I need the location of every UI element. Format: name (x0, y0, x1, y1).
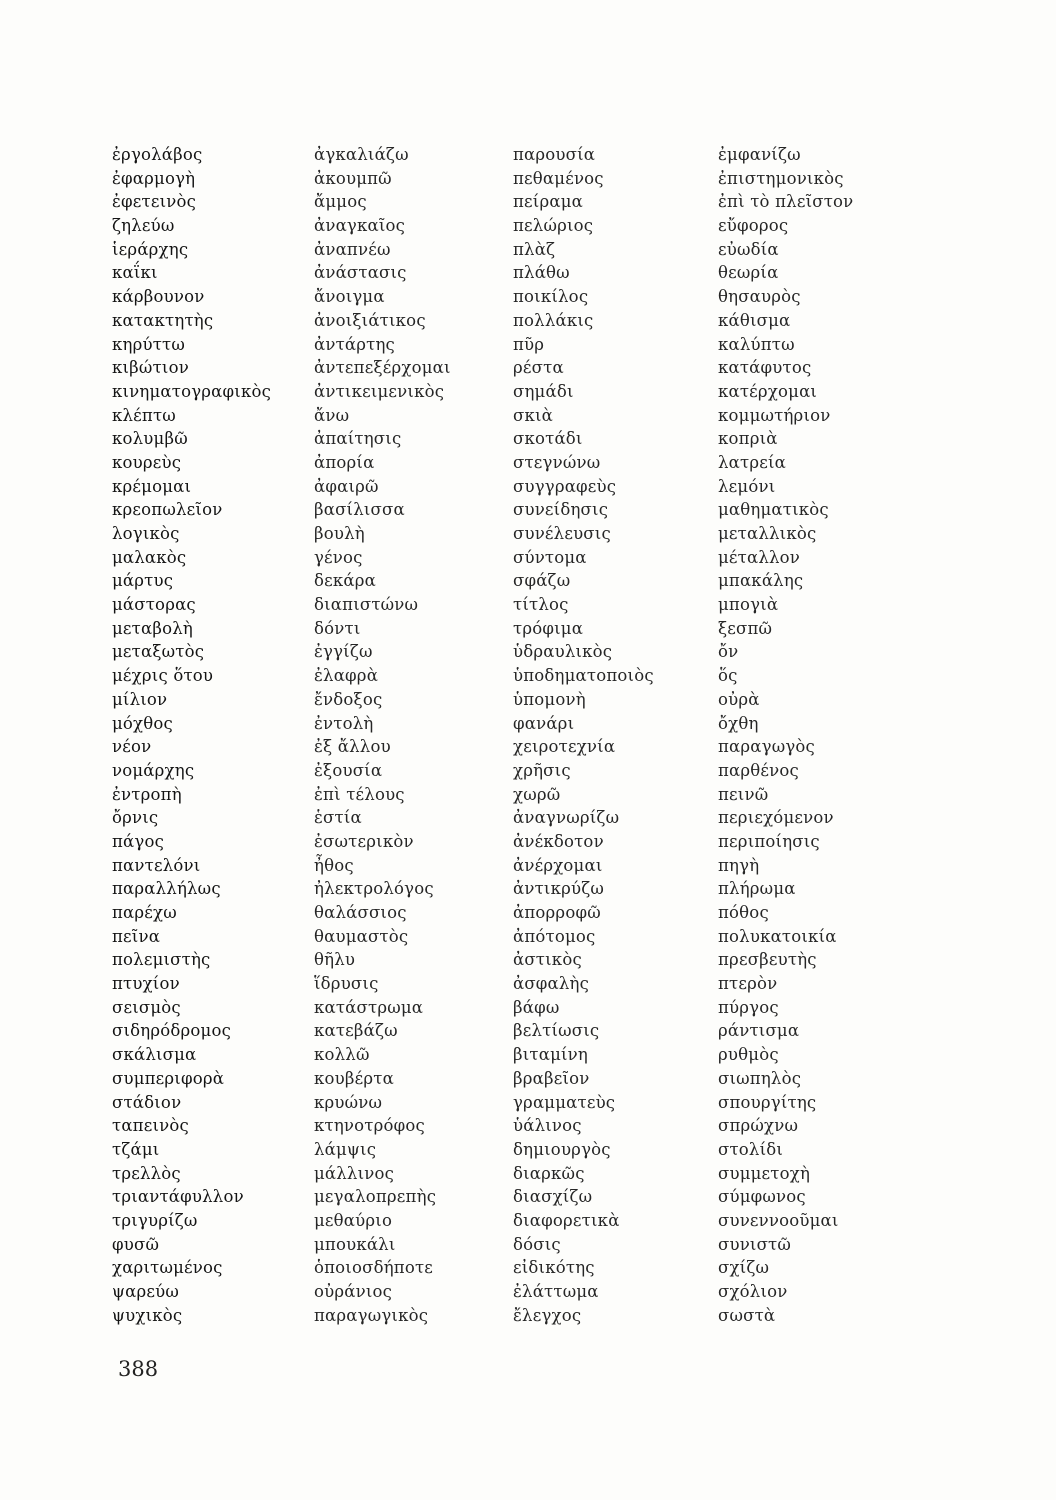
word-entry: ὑποδηματοποιὸς (513, 666, 654, 686)
word-entry: μαθηματικὸς (718, 500, 829, 520)
word-entry: ἀναγνωρίζω (513, 808, 620, 828)
word-entry: σωστὰ (718, 1305, 776, 1325)
word-entry: ἄμμος (314, 192, 367, 212)
word-entry: καλύπτω (718, 334, 795, 354)
word-entry: σεισμὸς (112, 997, 181, 1017)
word-entry: συνέλευσις (513, 524, 611, 543)
word-entry: ἐγγίζω (314, 642, 373, 662)
word-entry: ἔλεγχος (513, 1305, 582, 1325)
word-entry: πεθαμένος (513, 168, 604, 188)
word-entry: ἐλάττωμα (513, 1282, 599, 1301)
word-entry: ἐντροπὴ (112, 784, 182, 804)
word-entry: κουρεὺς (112, 452, 182, 472)
word-entry: κομμωτήριον (718, 405, 831, 425)
word-entry: νομάρχης (112, 760, 195, 780)
word-entry: πρεσβευτὴς (718, 950, 817, 970)
word-entry: βιταμίνη (513, 1045, 588, 1065)
word-entry: ἐπὶ τὸ πλεῖστον (718, 192, 854, 212)
word-entry: ἀπότομος (513, 926, 596, 946)
word-entry: ὄχθη (718, 713, 759, 733)
word-entry: γένος (314, 547, 363, 567)
word-entry: συνιστῶ (718, 1234, 792, 1254)
word-entry: ὑπομονὴ (513, 689, 586, 709)
word-entry: μάστορας (112, 595, 196, 615)
word-entry: μάρτυς (112, 571, 174, 591)
word-entry: πάγος (112, 831, 165, 851)
word-entry: κηρύττω (112, 334, 186, 354)
word-entry: ἐλαφρὰ (314, 666, 379, 686)
word-entry: κατακτητὴς (112, 310, 214, 330)
word-entry: ἀφαιρῶ (314, 476, 379, 496)
word-entry: ψαρεύω (112, 1282, 180, 1301)
word-entry: παραγωγὸς (718, 737, 815, 757)
word-entry: κουβέρτα (314, 1068, 394, 1088)
word-entry: συνεννοοῦμαι (718, 1210, 839, 1230)
word-entry: κοπριὰ (718, 429, 778, 449)
word-entry: σφάζω (513, 571, 571, 591)
word-entry: ἀνέκδοτον (513, 831, 604, 851)
word-entry: σπουργίτης (718, 1092, 817, 1112)
word-entry: λάμψις (314, 1139, 377, 1159)
word-entry: παραγωγικὸς (314, 1305, 429, 1325)
word-entry: πύργος (718, 997, 779, 1017)
word-entry: πλάθω (513, 263, 570, 283)
word-entry: χρῆσις (513, 760, 571, 780)
word-entry: ὄν (718, 642, 739, 662)
word-entry: τριγυρίζω (112, 1210, 198, 1230)
word-entry: ἀναγκαῖος (314, 216, 406, 236)
word-entry: δημιουργὸς (513, 1139, 611, 1159)
word-entry: κρυώνω (314, 1092, 383, 1112)
word-entry: ταπεινὸς (112, 1116, 189, 1136)
word-entry: ἐσωτερικὸν (314, 831, 414, 851)
word-entry: μεγαλοπρεπὴς (314, 1187, 437, 1207)
word-entry: ἀστικὸς (513, 950, 582, 970)
word-entry: κάρβουνον (112, 287, 205, 307)
word-entry: σκοτάδι (513, 429, 583, 449)
word-entry: ἀπορροφῶ (513, 903, 601, 922)
word-entry: μάλλινος (314, 1163, 395, 1183)
word-entry: κολυμβῶ (112, 429, 188, 449)
word-entry: μίλιον (112, 689, 168, 709)
word-entry: μπογιὰ (718, 595, 779, 615)
word-entry: ἐξ ἄλλου (314, 737, 391, 757)
word-entry: πολυκατοικία (718, 926, 837, 946)
word-entry: δεκάρα (314, 571, 376, 591)
word-entry: ἀνοιξιάτικος (314, 310, 426, 330)
word-entry: ἔνδοξος (314, 689, 383, 709)
word-entry: διαπιστώνω (314, 595, 419, 615)
word-entry: εἰδικότης (513, 1258, 595, 1278)
word-entry: θησαυρὸς (718, 287, 801, 307)
word-entry: ἐπιστημονικὸς (718, 168, 844, 188)
word-entry: στεγνώνω (513, 452, 601, 472)
word-entry: ἦθος (314, 855, 354, 875)
word-entry: κιβώτιον (112, 358, 189, 378)
word-entry: θαλάσσιος (314, 903, 407, 922)
word-entry: συγγραφεὺς (513, 476, 617, 496)
word-entry: ἱεράρχης (112, 239, 189, 259)
word-entry: σιωπηλὸς (718, 1068, 802, 1088)
word-entry: τζάμι (112, 1139, 160, 1159)
word-entry: παρουσία (513, 145, 596, 164)
word-entry: κατεβάζω (314, 1021, 398, 1041)
word-entry: πεινῶ (718, 784, 769, 804)
word-entry: οὐρὰ (718, 689, 760, 709)
word-entry: σχίζω (718, 1258, 770, 1278)
word-entry: τίτλος (513, 595, 569, 615)
word-entry: πτερὸν (718, 974, 778, 994)
word-entry: ἀκουμπῶ (314, 168, 392, 188)
word-entry: ποικίλος (513, 287, 589, 307)
word-entry: ἐντολὴ (314, 713, 374, 733)
word-entry: μεθαύριο (314, 1210, 393, 1230)
word-entry: μεταλλικὸς (718, 524, 817, 543)
word-entry: ξεσπῶ (718, 618, 773, 638)
word-entry: κτηνοτρόφος (314, 1116, 425, 1136)
word-column-3 (513, 143, 654, 1327)
word-entry: ἄνοιγμα (314, 287, 385, 307)
word-entry: τρελλὸς (112, 1163, 181, 1183)
word-entry: πηγὴ (718, 855, 760, 875)
word-entry: σκιὰ (513, 405, 553, 425)
word-entry: σπρώχνω (718, 1116, 799, 1136)
word-entry: βελτίωσις (513, 1021, 600, 1041)
word-entry: περιεχόμενον (718, 808, 834, 828)
word-entry: βάφω (513, 997, 560, 1017)
word-entry: φανάρι (513, 713, 575, 733)
word-entry: ὄρνις (112, 808, 159, 828)
word-entry: παραλλήλως (112, 879, 221, 899)
word-entry: θῆλυ (314, 950, 356, 970)
word-column-2 (314, 143, 451, 1327)
word-entry: μέταλλον (718, 547, 801, 567)
word-entry: πλὰζ (513, 239, 556, 259)
word-entry: κλέπτω (112, 405, 176, 425)
word-entry: ζηλεύω (112, 216, 175, 236)
word-entry: ἀγκαλιάζω (314, 145, 409, 164)
word-entry: διασχίζω (513, 1187, 593, 1207)
word-entry: βασίλισσα (314, 500, 405, 520)
word-entry: δόσις (513, 1234, 561, 1254)
word-entry: σύμφωνος (718, 1187, 806, 1207)
word-entry: σκάλισμα (112, 1045, 197, 1065)
word-entry: ἄνω (314, 405, 350, 425)
word-entry: κολλῶ (314, 1045, 370, 1065)
word-entry: συμμετοχὴ (718, 1163, 811, 1183)
word-entry: ἀπορία (314, 452, 375, 472)
word-entry: συμπεριφορὰ (112, 1068, 225, 1088)
word-entry: πεῖνα (112, 926, 161, 946)
word-entry: ἐργολάβος (112, 145, 203, 164)
word-entry: ἀνάστασις (314, 263, 407, 283)
word-entry: ψυχικὸς (112, 1305, 183, 1325)
word-entry: παντελόνι (112, 855, 201, 875)
word-entry: ἐφετεινὸς (112, 192, 197, 212)
word-column-1 (112, 143, 271, 1327)
word-entry: ὑδραυλικὸς (513, 642, 613, 662)
word-entry: πείραμα (513, 192, 583, 212)
word-entry: πτυχίον (112, 974, 180, 994)
word-entry: παρθένος (718, 760, 799, 780)
word-entry: διαρκῶς (513, 1163, 585, 1183)
word-entry: ὑάλινος (513, 1116, 582, 1136)
word-entry: ἀντεπεξέρχομαι (314, 358, 451, 378)
word-entry: τρόφιμα (513, 618, 584, 638)
word-entry: κρεοπωλεῖον (112, 500, 223, 520)
word-entry: ἑστία (314, 808, 362, 828)
word-entry: πόθος (718, 903, 769, 922)
word-entry: μεταβολὴ (112, 618, 193, 638)
word-entry: ἐξουσία (314, 760, 383, 780)
word-entry: εὔφορος (718, 216, 789, 236)
word-entry: κάθισμα (718, 310, 791, 330)
word-entry: ἀναπνέω (314, 239, 391, 259)
word-entry: σημάδι (513, 381, 574, 401)
page-number: 388 (118, 1357, 159, 1381)
word-entry: συνείδησις (513, 500, 609, 520)
word-entry: ἀπαίτησις (314, 429, 402, 449)
word-entry: τριαντάφυλλον (112, 1187, 244, 1207)
word-entry: ἐπὶ τέλους (314, 784, 405, 804)
word-entry: οὐράνιος (314, 1282, 393, 1301)
word-entry: στάδιον (112, 1092, 182, 1112)
word-entry: θαυμαστὸς (314, 926, 409, 946)
word-entry: μπουκάλι (314, 1234, 396, 1254)
word-entry: ράντισμα (718, 1021, 800, 1041)
word-entry: πῦρ (513, 334, 545, 354)
word-entry: βραβεῖον (513, 1068, 590, 1088)
word-entry: λογικὸς (112, 524, 180, 543)
word-entry: σύντομα (513, 547, 587, 567)
word-entry: κρέμομαι (112, 476, 192, 496)
word-entry: χωρῶ (513, 784, 561, 804)
word-entry: νέον (112, 737, 152, 757)
word-entry: ἀντικειμενικὸς (314, 381, 445, 401)
word-entry: χαριτωμένος (112, 1258, 223, 1278)
word-entry: θεωρία (718, 263, 779, 283)
word-entry: στολίδι (718, 1139, 784, 1159)
word-entry: ἀσφαλὴς (513, 974, 590, 994)
word-entry: μεταξωτὸς (112, 642, 205, 662)
word-entry: ἵδρυσις (314, 974, 379, 994)
word-entry: κινηματογραφικὸς (112, 381, 272, 401)
word-entry: ἐφαρμογὴ (112, 168, 196, 188)
word-entry: παρέχω (112, 903, 177, 922)
word-entry: ὅς (718, 666, 738, 686)
word-entry: ἐμφανίζω (718, 145, 801, 164)
word-entry: πελώριος (513, 216, 594, 236)
word-entry: ἠλεκτρολόγος (314, 879, 434, 899)
word-entry: λατρεία (718, 452, 786, 472)
word-entry: πλήρωμα (718, 879, 796, 899)
word-entry: πολλάκις (513, 310, 594, 330)
word-entry: μαλακὸς (112, 547, 187, 567)
word-entry: χειροτεχνία (513, 737, 616, 757)
word-entry: ἀνέρχομαι (513, 855, 603, 875)
word-entry: λεμόνι (718, 476, 776, 496)
word-entry: ρυθμὸς (718, 1045, 779, 1065)
word-entry: ἀντάρτης (314, 334, 395, 354)
word-entry: μόχθος (112, 713, 173, 733)
word-entry: μέχρις ὅτου (112, 666, 214, 686)
word-entry: καΐκι (112, 263, 158, 283)
word-column-4 (718, 143, 853, 1327)
word-entry: μπακάλης (718, 571, 804, 591)
word-entry: δόντι (314, 618, 361, 638)
word-entry: εὐωδία (718, 239, 779, 259)
word-entry: ἀντικρύζω (513, 879, 605, 899)
word-entry: ρέστα (513, 358, 564, 378)
word-entry: πολεμιστὴς (112, 950, 211, 970)
word-entry: βουλὴ (314, 524, 365, 543)
word-entry: φυσῶ (112, 1234, 160, 1254)
word-entry: περιποίησις (718, 831, 820, 851)
word-entry: κατάστρωμα (314, 997, 424, 1017)
word-entry: σχόλιον (718, 1282, 788, 1301)
word-entry: σιδηρόδρομος (112, 1021, 232, 1041)
word-entry: κατάφυτος (718, 358, 812, 378)
word-entry: διαφορετικὰ (513, 1210, 620, 1230)
word-entry: γραμματεὺς (513, 1092, 616, 1112)
word-entry: κατέρχομαι (718, 381, 818, 401)
word-entry: ὁποιοσδήποτε (314, 1258, 434, 1278)
